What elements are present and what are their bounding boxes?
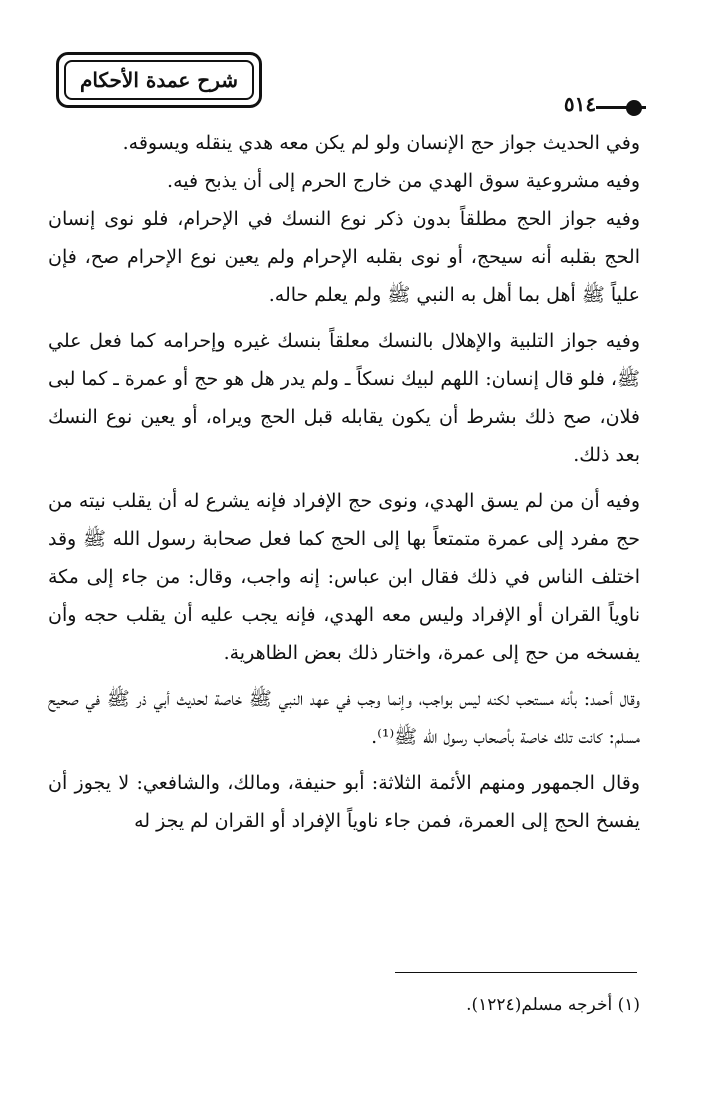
paragraph: وفيه أن من لم يسق الهدي، ونوى حج الإفراد فإنه يشرع له أن يقلب نيته من حج مفرد إلى عمرة متمتعاً بها إلى الحج كما فعل صحابة رسول الله ﷺ وقد اختلف الناس في ذلك فقال ابن عباس: إنه واجب، وقال: من جاء إلى مكة ناوياً القران أو الإفراد وليس معه الهدي، فإنه يجب عليه أن يقلب حجه وأن يفسخه من حج إلى عمرة، واختار ذلك بعض الظاهرية. [48, 490, 640, 664]
paragraph: وقال الجمهور ومنهم الأئمة الثلاثة: أبو حنيفة، ومالك، والشافعي: لا يجوز أن يفسخ الحج إلى العمرة، فمن جاء ناوياً الإفراد أو القران لم يجز له [48, 772, 640, 832]
main-text [48, 124, 640, 840]
footnote: (١) أخرجه مسلم(١٢٢٤). [466, 995, 640, 1015]
book-title: شرح عمدة الأحكام [64, 60, 254, 100]
paragraph: وفي الحديث جواز حج الإنسان ولو لم يكن معه هدي ينقله ويسوقه. [122, 132, 640, 154]
page-number: ٥١٤ [563, 92, 597, 116]
paragraph: وفيه جواز التلبية والإهلال بالنسك معلقاً بنسك غيره وإحرامه كما فعل علي ﷺ، فلو قال إنسان: اللهم لبيك نسكاً ـ ولم يدر هل هو حج أو عمرة ـ كما لبى فلان، صح ذلك بشرط أن يكون يقابله قبل الحج ويراه، أو يعين نوع النسك بعد ذلك. [48, 330, 640, 466]
paragraph: وقال أحمد: بأنه مستحب لكنه ليس بواجب، وإنما وجب في عهد النبي ﷺ خاصة لحديث أبي ذر ﷺ في صحيح مسلم: كانت تلك خاصة بأصحاب رسول الله ﷺ⁽¹⁾. [48, 688, 640, 748]
header-ornament-dot [626, 100, 642, 116]
paragraph: وفيه جواز الحج مطلقاً بدون ذكر نوع النسك في الإحرام، فلو نوى إنسان الحج بقلبه أنه سيحج، أو نوى بقلبه الإحرام ولم يعين نوع الإحرام صح، فإن علياً ﷺ أهل بما أهل به النبي ﷺ ولم يعلم حاله. [48, 208, 640, 306]
header-title-frame [56, 52, 262, 108]
paragraph: وفيه مشروعية سوق الهدي من خارج الحرم إلى أن يذبح فيه. [167, 170, 640, 192]
footnote-divider [395, 972, 637, 973]
